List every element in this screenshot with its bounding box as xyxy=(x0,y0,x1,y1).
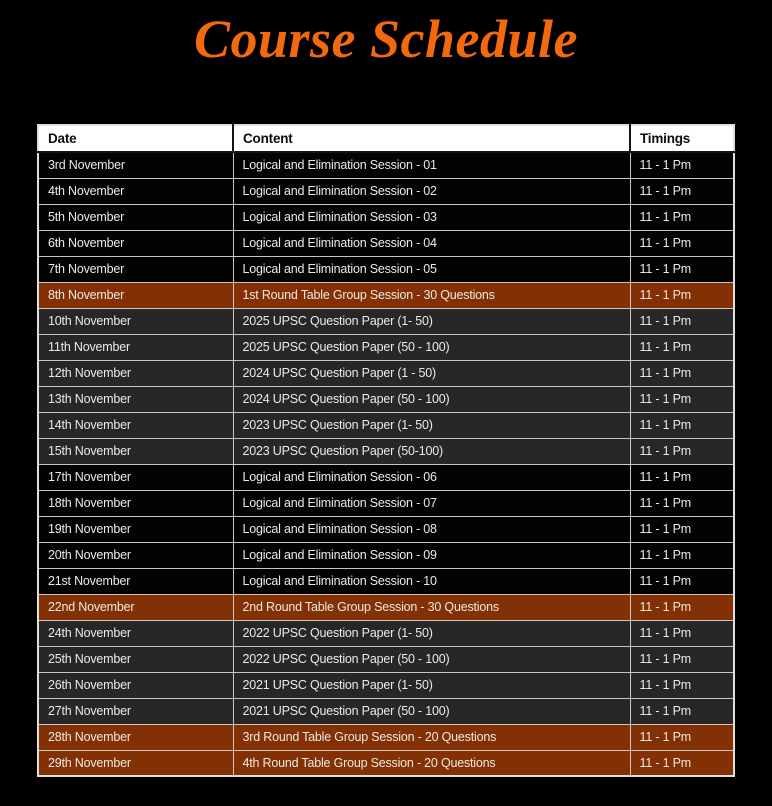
date-cell: 19th November xyxy=(38,516,233,542)
date-cell: 24th November xyxy=(38,620,233,646)
content-cell: 2025 UPSC Question Paper (50 - 100) xyxy=(233,334,630,360)
table-row xyxy=(38,490,734,516)
content-cell: 2021 UPSC Question Paper (50 - 100) xyxy=(233,698,630,724)
timing-cell: 11 - 1 Pm xyxy=(630,412,734,438)
content-cell: 2nd Round Table Group Session - 30 Questions xyxy=(233,594,630,620)
course-schedule-table xyxy=(37,124,735,777)
timing-cell: 11 - 1 Pm xyxy=(630,230,734,256)
table-row xyxy=(38,386,734,412)
date-cell: 11th November xyxy=(38,334,233,360)
date-cell: 18th November xyxy=(38,490,233,516)
timing-cell: 11 - 1 Pm xyxy=(630,464,734,490)
table-row xyxy=(38,230,734,256)
table-row xyxy=(38,178,734,204)
timing-cell: 11 - 1 Pm xyxy=(630,516,734,542)
timing-cell: 11 - 1 Pm xyxy=(630,204,734,230)
date-cell: 29th November xyxy=(38,750,233,776)
content-cell: Logical and Elimination Session - 07 xyxy=(233,490,630,516)
timing-cell: 11 - 1 Pm xyxy=(630,672,734,698)
table-row xyxy=(38,412,734,438)
table-header-row xyxy=(38,125,734,152)
date-cell: 21st November xyxy=(38,568,233,594)
table-row xyxy=(38,204,734,230)
content-cell: 2021 UPSC Question Paper (1- 50) xyxy=(233,672,630,698)
table-row xyxy=(38,360,734,386)
timing-cell: 11 - 1 Pm xyxy=(630,542,734,568)
date-cell: 27th November xyxy=(38,698,233,724)
date-cell: 8th November xyxy=(38,282,233,308)
timing-cell: 11 - 1 Pm xyxy=(630,594,734,620)
table-row xyxy=(38,724,734,750)
date-cell: 17th November xyxy=(38,464,233,490)
date-cell: 10th November xyxy=(38,308,233,334)
table-row xyxy=(38,282,734,308)
header-timings: Timings xyxy=(630,125,734,152)
table-row xyxy=(38,542,734,568)
content-cell: Logical and Elimination Session - 10 xyxy=(233,568,630,594)
date-cell: 3rd November xyxy=(38,152,233,178)
content-cell: 1st Round Table Group Session - 30 Questions xyxy=(233,282,630,308)
content-cell: Logical and Elimination Session - 01 xyxy=(233,152,630,178)
date-cell: 26th November xyxy=(38,672,233,698)
date-cell: 12th November xyxy=(38,360,233,386)
page-title: Course Schedule xyxy=(193,9,579,69)
content-cell: 2022 UPSC Question Paper (1- 50) xyxy=(233,620,630,646)
date-cell: 25th November xyxy=(38,646,233,672)
date-cell: 5th November xyxy=(38,204,233,230)
table-row xyxy=(38,438,734,464)
table-row xyxy=(38,152,734,178)
date-cell: 4th November xyxy=(38,178,233,204)
content-cell: Logical and Elimination Session - 03 xyxy=(233,204,630,230)
schedule-table-container xyxy=(37,124,733,777)
table-row xyxy=(38,568,734,594)
content-cell: Logical and Elimination Session - 06 xyxy=(233,464,630,490)
content-cell: Logical and Elimination Session - 04 xyxy=(233,230,630,256)
timing-cell: 11 - 1 Pm xyxy=(630,620,734,646)
table-body xyxy=(38,152,734,776)
table-row xyxy=(38,750,734,776)
timing-cell: 11 - 1 Pm xyxy=(630,490,734,516)
content-cell: Logical and Elimination Session - 08 xyxy=(233,516,630,542)
table-row xyxy=(38,334,734,360)
timing-cell: 11 - 1 Pm xyxy=(630,308,734,334)
table-row xyxy=(38,646,734,672)
date-cell: 20th November xyxy=(38,542,233,568)
timing-cell: 11 - 1 Pm xyxy=(630,334,734,360)
date-cell: 6th November xyxy=(38,230,233,256)
header-content: Content xyxy=(233,125,630,152)
content-cell: Logical and Elimination Session - 05 xyxy=(233,256,630,282)
timing-cell: 11 - 1 Pm xyxy=(630,750,734,776)
date-cell: 13th November xyxy=(38,386,233,412)
table-row xyxy=(38,516,734,542)
table-row xyxy=(38,256,734,282)
content-cell: 2024 UPSC Question Paper (50 - 100) xyxy=(233,386,630,412)
date-cell: 7th November xyxy=(38,256,233,282)
header-date: Date xyxy=(38,125,233,152)
content-cell: Logical and Elimination Session - 09 xyxy=(233,542,630,568)
table-row xyxy=(38,594,734,620)
content-cell: 2025 UPSC Question Paper (1- 50) xyxy=(233,308,630,334)
timing-cell: 11 - 1 Pm xyxy=(630,152,734,178)
timing-cell: 11 - 1 Pm xyxy=(630,568,734,594)
timing-cell: 11 - 1 Pm xyxy=(630,698,734,724)
content-cell: 2023 UPSC Question Paper (1- 50) xyxy=(233,412,630,438)
content-cell: 2024 UPSC Question Paper (1 - 50) xyxy=(233,360,630,386)
timing-cell: 11 - 1 Pm xyxy=(630,360,734,386)
date-cell: 15th November xyxy=(38,438,233,464)
content-cell: 2023 UPSC Question Paper (50-100) xyxy=(233,438,630,464)
content-cell: Logical and Elimination Session - 02 xyxy=(233,178,630,204)
content-cell: 3rd Round Table Group Session - 20 Questions xyxy=(233,724,630,750)
date-cell: 28th November xyxy=(38,724,233,750)
timing-cell: 11 - 1 Pm xyxy=(630,438,734,464)
timing-cell: 11 - 1 Pm xyxy=(630,724,734,750)
content-cell: 4th Round Table Group Session - 20 Questions xyxy=(233,750,630,776)
timing-cell: 11 - 1 Pm xyxy=(630,282,734,308)
table-row xyxy=(38,464,734,490)
date-cell: 22nd November xyxy=(38,594,233,620)
table-row xyxy=(38,672,734,698)
timing-cell: 11 - 1 Pm xyxy=(630,178,734,204)
table-row xyxy=(38,308,734,334)
content-cell: 2022 UPSC Question Paper (50 - 100) xyxy=(233,646,630,672)
timing-cell: 11 - 1 Pm xyxy=(630,386,734,412)
table-row xyxy=(38,620,734,646)
date-cell: 14th November xyxy=(38,412,233,438)
timing-cell: 11 - 1 Pm xyxy=(630,646,734,672)
table-row xyxy=(38,698,734,724)
timing-cell: 11 - 1 Pm xyxy=(630,256,734,282)
